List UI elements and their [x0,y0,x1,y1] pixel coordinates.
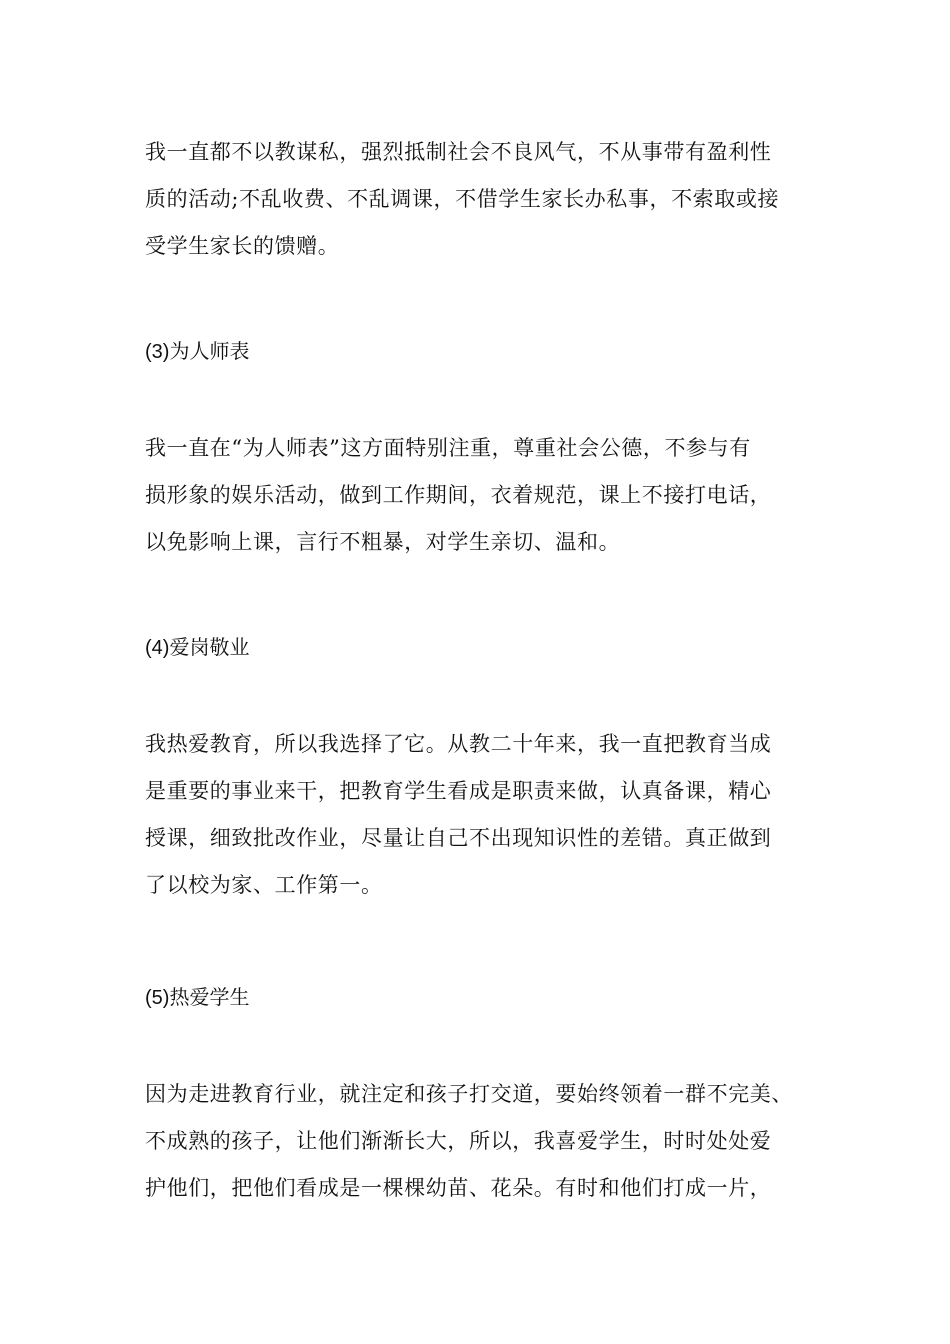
text-line: 不成熟的孩子，让他们渐渐长大，所以，我喜爱学生，时时处处爱 [145,1129,772,1153]
paragraph-role-model [145,425,835,566]
section-heading-3: (3)为人师表 [145,341,250,363]
text-line: 受学生家长的馈赠。 [145,234,340,258]
section-heading-5: (5)热爱学生 [145,987,250,1009]
section-heading-4: (4)爱岗敬业 [145,637,250,659]
text-line: 我热爱教育，所以我选择了它。从教二十年来，我一直把教育当成 [145,732,772,756]
text-line: 质的活动;不乱收费、不乱调课，不借学生家长办私事，不索取或接 [145,187,780,211]
text-line: 损形象的娱乐活动，做到工作期间，衣着规范，课上不接打电话， [145,483,772,507]
text-line: 授课，细致批改作业，尽量让自己不出现知识性的差错。真正做到 [145,826,772,850]
paragraph-love-students [145,1071,835,1212]
text-line: 我一直在“为人师表”这方面特别注重，尊重社会公德，不参与有 [145,436,751,460]
text-line: 是重要的事业来干，把教育学生看成是职责来做，认真备课，精心 [145,779,772,803]
text-line: 以免影响上课，言行不粗暴，对学生亲切、温和。 [145,530,621,554]
text-line: 我一直都不以教谋私，强烈抵制社会不良风气，不从事带有盈利性 [145,140,772,164]
text-line: 了以校为家、工作第一。 [145,873,383,897]
text-line: 护他们，把他们看成是一棵棵幼苗、花朵。有时和他们打成一片， [145,1176,772,1200]
text-line: 因为走进教育行业，就注定和孩子打交道，要始终领着一群不完美、 [145,1082,793,1106]
paragraph-integrity [145,129,835,270]
paragraph-dedication [145,721,835,909]
